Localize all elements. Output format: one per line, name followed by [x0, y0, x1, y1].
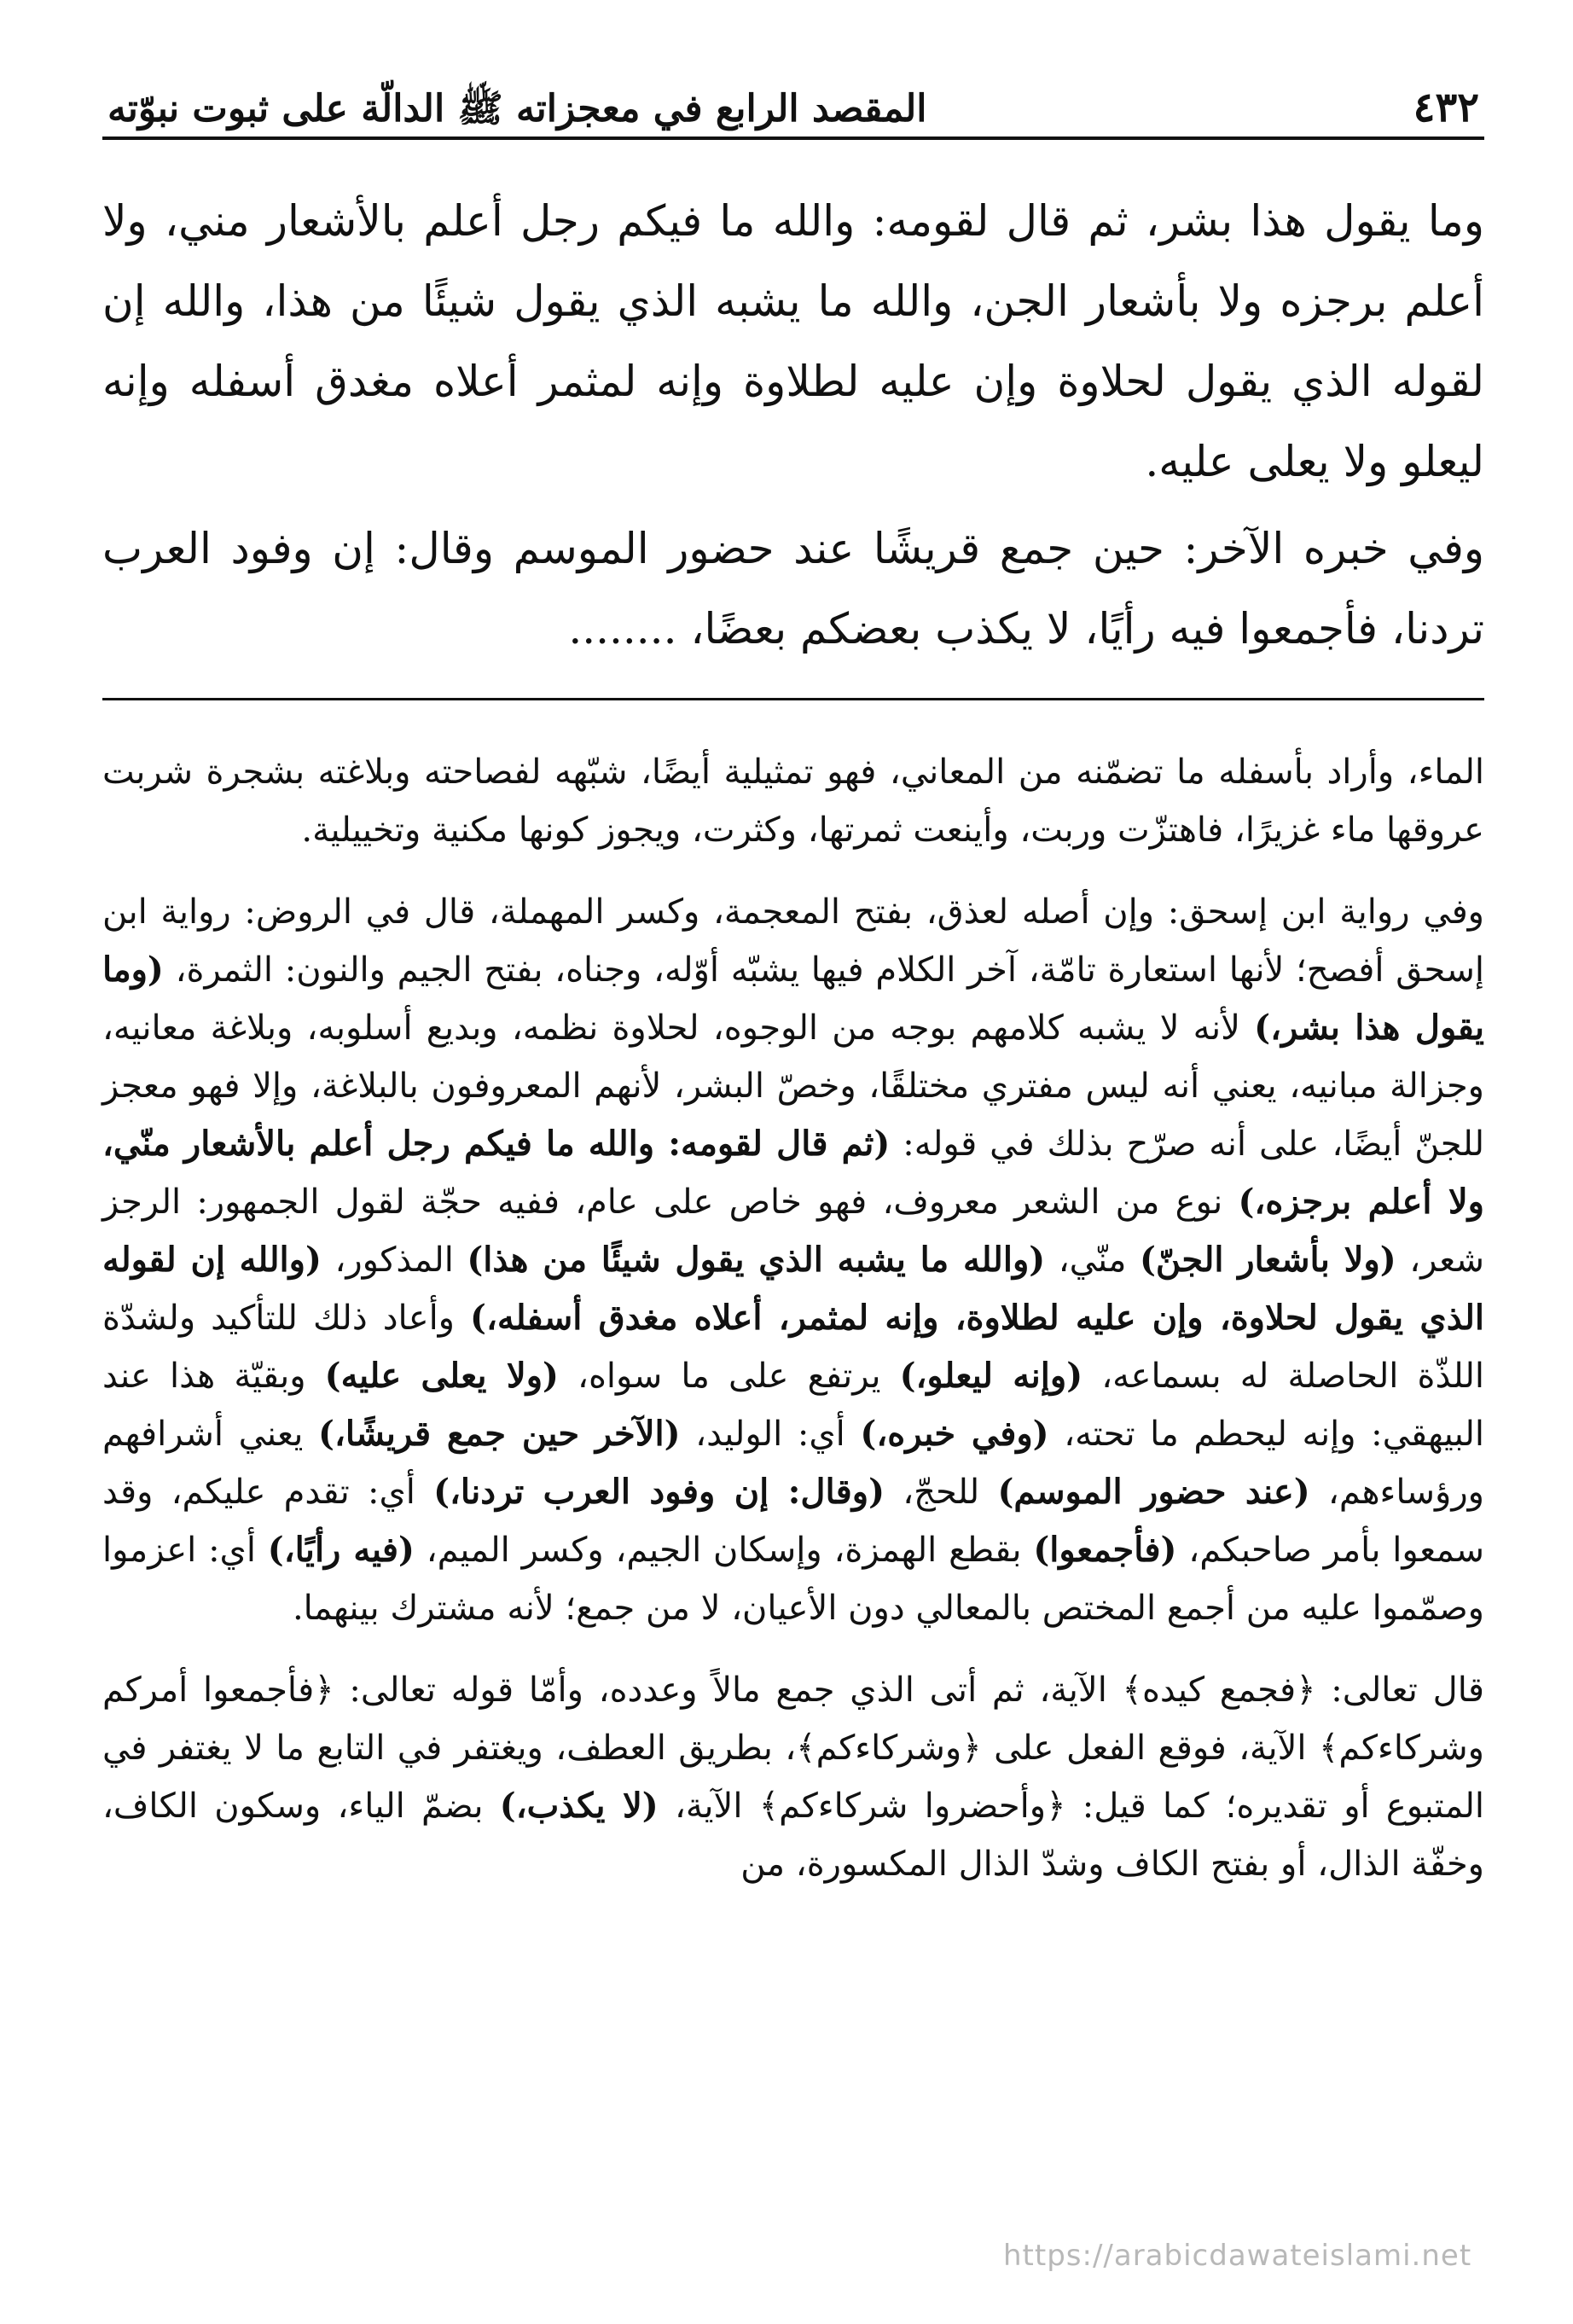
commentary-text: نوع من الشعر معروف، فهو خاص على عام، ففيه حجّة لقول الجمهور: الرجز شعر، [102, 1182, 1484, 1280]
running-title: المقصد الرابع في معجزاته ﷺ الدالّة على ثبوت نبوّته [107, 87, 927, 131]
quoted-phrase: (وما يقول هذا بشر،) [102, 950, 1485, 1048]
commentary-text: بقطع الهمزة، وإسكان الجيم، وكسر الميم، [414, 1531, 1034, 1570]
book-page [102, 60, 1484, 1893]
commentary-text: يرتفع على ما سواه، [558, 1357, 900, 1396]
quoted-phrase: (وفي خبره،) [860, 1414, 1049, 1454]
commentary-paragraph-1: الماء، وأراد بأسفله ما تضمّنه من المعاني، فهو تمثيلية أيضًا، شبّهه لفصاحته وبلاغته بشجرة شربت عروقها ماء غزيرًا، فاهتزّت وربت، وأينعت ثمرتها، وكثرت، ويجوز كونها مكنية وتخييلية. [102, 752, 1484, 850]
commentary-text: للحجّ، [885, 1473, 998, 1512]
commentary-text: أي: اعزموا وصمّموا عليه من أجمع المختص بالمعالي دون الأعيان، لا من جمع؛ لأنه مشترك بينهما. [102, 1531, 1484, 1628]
page-number: ٤٣٢ [1413, 84, 1479, 131]
quoted-phrase: (وقال: إن وفود العرب تردنا،) [433, 1472, 885, 1512]
quoted-phrase: (والله إن لقوله الذي يقول لحلاوة، وإن عليه لطلاوة، وإنه لمثمر، أعلاه مغدق أسفله،) [102, 1240, 1485, 1338]
quoted-phrase: (لا يكذب،) [499, 1786, 659, 1826]
commentary-text: وأعاد ذلك للتأكيد ولشدّة اللذّة الحاصلة له بسماعه، [102, 1299, 1485, 1396]
quoted-phrase: (ثم قال لقومه: والله ما فيكم رجل أعلم بالأشعار منّي، ولا أعلم برجزه،) [102, 1124, 1484, 1222]
commentary-text: منّي، [1045, 1240, 1140, 1280]
quoted-phrase: (فأجمعوا) [1033, 1530, 1177, 1570]
commentary-text: أي: تقدم عليكم، وقد سمعوا بأمر صاحبكم، [102, 1473, 1485, 1570]
quoted-phrase: (وإنه ليعلو،) [899, 1356, 1083, 1396]
quoted-phrase: (عند حضور الموسم) [997, 1472, 1310, 1512]
quoted-phrase: (ولا بأشعار الجنّ) [1140, 1240, 1396, 1280]
quoted-phrase: (والله ما يشبه الذي يقول شيئًا من هذا) [467, 1240, 1046, 1280]
quoted-phrase: (فيه رأيًا،) [267, 1530, 415, 1570]
source-watermark: https://arabicdawateislami.net [1003, 2239, 1472, 2273]
commentary-text: قال تعالى: ﴿فجمع كيده﴾ الآية، ثم أتى الذي جمع مالاً وعدده، وأمّا قوله تعالى: ﴿فأجمعوا أمركم وشركاءكم﴾ الآية، فوقع الفعل على ﴿وشركاءكم﴾، بطريق العطف، ويغتفر في التابع ما لا يغتفر في المتبوع أو تقديره؛ كما قيل: ﴿وأحضروا شركاءكم﴾ الآية، [102, 1670, 1485, 1826]
commentary-text: وفي رواية ابن إسحق: وإن أصله لعذق، بفتح المعجمة، وكسر المهملة، قال في الروض: رواية ابن إسحق أفصح؛ لأنها استعارة تامّة، آخر الكلام فيها يشبّه أوّله، وجناه، بفتح الجيم والنون: الثمرة، [102, 892, 1485, 990]
main-paragraph-1: وما يقول هذا بشر، ثم قال لقومه: والله ما فيكم رجل أعلم بالأشعار مني، ولا أعلم برجزه ولا بأشعار الجن، والله ما يشبه الذي يقول شيئًا من هذا، والله إن لقوله الذي يقول لحلاوة وإن عليه لطلاوة وإنه لمثمر أعلاه مغدق أسفله وإنه ليعلو ولا يعلى عليه. [102, 196, 1484, 486]
commentary-text: المذكور، [321, 1240, 467, 1280]
quoted-phrase: (الآخر حين جمع قريشًا،) [318, 1414, 681, 1454]
footnote-divider [102, 698, 1484, 700]
commentary-text: أي: الوليد، [680, 1415, 861, 1454]
commentary-paragraph-3 [102, 1661, 1484, 1893]
commentary-text: يعني أشرافهم ورؤساءهم، [102, 1415, 1484, 1512]
commentary [102, 743, 1484, 1893]
commentary-text: وبقيّة هذا عند البيهقي: وإنه ليحطم ما تحته، [102, 1357, 1485, 1454]
page-header [102, 60, 1484, 140]
commentary-paragraph-2 [102, 883, 1484, 1637]
quoted-phrase: (ولا يعلى عليه) [324, 1356, 559, 1396]
commentary-text: بضمّ الياء، وسكون الكاف، وخفّة الذال، أو بفتح الكاف وشدّ الذال المكسورة، من [102, 1787, 1484, 1884]
main-paragraph-2: وفي خبره الآخر: حين جمع قريشًا عند حضور الموسم وقال: إن وفود العرب تردنا، فأجمعوا فيه رأيًا، لا يكذب بعضكم بعضًا، ........ [102, 524, 1484, 654]
main-text [102, 181, 1484, 669]
commentary-text: لأنه لا يشبه كلامهم بوجه من الوجوه، لحلاوة نظمه، وبديع أسلوبه، وبلاغة معانيه، وجزالة مبانيه، يعني أنه ليس مفتري مختلقًا، وخصّ البشر، لأنهم المعروفون بالبلاغة، وإلا فهو معجز للجنّ أيضًا، على أنه صرّح بذلك في قوله: [102, 1008, 1485, 1164]
